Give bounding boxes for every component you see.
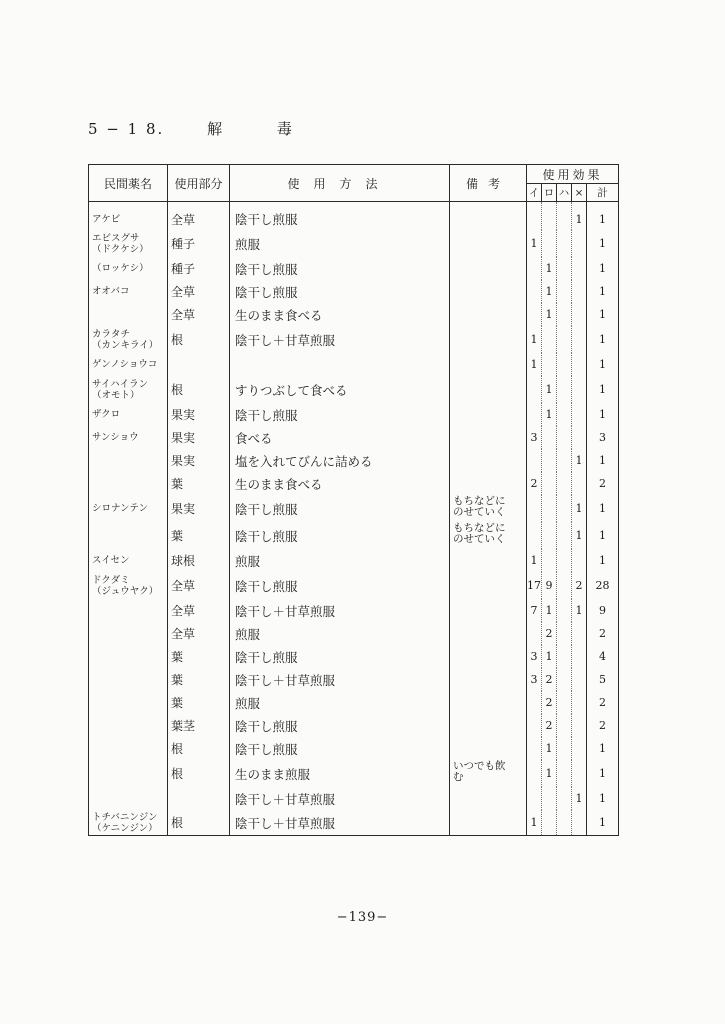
row-part: 全草 (168, 280, 230, 303)
row-effect-x (572, 760, 587, 787)
table-header (89, 165, 619, 202)
row-part: 種子 (168, 230, 230, 257)
table-row (89, 257, 619, 280)
row-effect-i: 1 (527, 549, 542, 572)
row-total: 1 (587, 760, 619, 787)
row-effect-i (527, 449, 542, 472)
section-title-char-1: 解 (207, 120, 225, 138)
row-effect-ro: 1 (542, 303, 557, 326)
header-effect-ha: ハ (557, 184, 572, 202)
row-effect-ha (557, 714, 572, 737)
row-effect-ro (542, 787, 557, 810)
row-effect-i: 1 (527, 810, 542, 836)
row-effect-x (572, 403, 587, 426)
row-total: 1 (587, 257, 619, 280)
row-effect-x: 1 (572, 202, 587, 231)
row-effect-x: 1 (572, 599, 587, 622)
row-effect-i: 7 (527, 599, 542, 622)
table-row (89, 353, 619, 376)
row-effect-i (527, 376, 542, 403)
row-name: スイセン (89, 549, 168, 572)
row-total: 1 (587, 303, 619, 326)
table-row (89, 737, 619, 760)
row-total: 2 (587, 472, 619, 495)
table-row (89, 714, 619, 737)
row-effect-x: 1 (572, 449, 587, 472)
row-name: アケビ (89, 202, 168, 231)
row-effect-x: 2 (572, 572, 587, 599)
row-name: サンショウ (89, 426, 168, 449)
header-method: 使用方法 (230, 165, 450, 202)
header-effect-group: 使用効果 (527, 165, 619, 184)
table-row (89, 691, 619, 714)
row-method: 陰干し煎服 (230, 737, 450, 760)
row-effect-i: 1 (527, 353, 542, 376)
table-row (89, 760, 619, 787)
row-total: 2 (587, 691, 619, 714)
row-total: 1 (587, 737, 619, 760)
row-effect-ro: 2 (542, 622, 557, 645)
row-effect-ro: 1 (542, 376, 557, 403)
header-note: 備考 (450, 165, 527, 202)
row-part: 根 (168, 737, 230, 760)
row-method: 陰干し＋甘草煎服 (230, 787, 450, 810)
row-effect-x (572, 622, 587, 645)
row-name (89, 303, 168, 326)
table-row (89, 376, 619, 403)
row-part: 全草 (168, 202, 230, 231)
row-effect-ha (557, 622, 572, 645)
row-effect-x: 1 (572, 787, 587, 810)
row-method: 陰干し＋甘草煎服 (230, 599, 450, 622)
row-effect-ha (557, 376, 572, 403)
row-total: 1 (587, 353, 619, 376)
row-total: 1 (587, 787, 619, 810)
table-row (89, 622, 619, 645)
row-effect-x (572, 326, 587, 353)
row-effect-ro (542, 472, 557, 495)
row-effect-ha (557, 599, 572, 622)
row-effect-i: 17 (527, 572, 542, 599)
row-effect-ha (557, 495, 572, 522)
row-name (89, 622, 168, 645)
row-effect-x (572, 376, 587, 403)
header-effect-i: イ (527, 184, 542, 202)
row-effect-ha (557, 326, 572, 353)
row-name: ドクダミ （ジュウヤク） (89, 572, 168, 599)
row-effect-x: 1 (572, 522, 587, 549)
row-total: 3 (587, 426, 619, 449)
row-effect-ha (557, 787, 572, 810)
row-part: 葉 (168, 691, 230, 714)
row-method: すりつぶして食べる (230, 376, 450, 403)
row-method: 煎服 (230, 549, 450, 572)
row-part: 葉 (168, 522, 230, 549)
row-note (450, 668, 527, 691)
row-total: 28 (587, 572, 619, 599)
row-effect-x (572, 353, 587, 376)
row-name (89, 760, 168, 787)
row-total: 1 (587, 810, 619, 836)
row-method: 食べる (230, 426, 450, 449)
row-note (450, 230, 527, 257)
row-note (450, 622, 527, 645)
row-effect-ha (557, 230, 572, 257)
row-method: 陰干し＋甘草煎服 (230, 668, 450, 691)
table-row (89, 426, 619, 449)
page-number: −139− (336, 910, 389, 925)
row-method: 陰干し煎服 (230, 495, 450, 522)
row-part: 種子 (168, 257, 230, 280)
row-total: 9 (587, 599, 619, 622)
row-note (450, 787, 527, 810)
row-effect-ha (557, 426, 572, 449)
row-effect-i (527, 280, 542, 303)
row-effect-ha (557, 737, 572, 760)
row-effect-ro (542, 449, 557, 472)
row-note (450, 714, 527, 737)
row-name: オオバコ (89, 280, 168, 303)
row-note (450, 449, 527, 472)
row-effect-i: 3 (527, 426, 542, 449)
row-name (89, 522, 168, 549)
row-part: 葉 (168, 668, 230, 691)
row-part: 全草 (168, 599, 230, 622)
row-name (89, 645, 168, 668)
row-name (89, 691, 168, 714)
row-name: ザクロ (89, 403, 168, 426)
row-part: 全草 (168, 572, 230, 599)
row-effect-ro: 1 (542, 403, 557, 426)
row-effect-x (572, 645, 587, 668)
row-effect-ro (542, 326, 557, 353)
row-method: 塩を入れてびんに詰める (230, 449, 450, 472)
row-effect-ro: 2 (542, 691, 557, 714)
header-total: 計 (587, 184, 619, 202)
row-effect-x (572, 691, 587, 714)
row-effect-x (572, 257, 587, 280)
row-note (450, 280, 527, 303)
row-effect-x (572, 714, 587, 737)
row-method: 煎服 (230, 691, 450, 714)
row-total: 2 (587, 622, 619, 645)
row-part: 果実 (168, 449, 230, 472)
row-note (450, 426, 527, 449)
row-part (168, 353, 230, 376)
header-part: 使用部分 (168, 165, 230, 202)
table-row (89, 403, 619, 426)
row-note: もちなどに のせていく (450, 495, 527, 522)
row-name: エビスグサ （ドクケシ） (89, 230, 168, 257)
row-part: 葉 (168, 645, 230, 668)
row-method: 生のまま煎服 (230, 760, 450, 787)
row-part: 果実 (168, 403, 230, 426)
row-part: 球根 (168, 549, 230, 572)
row-note (450, 202, 527, 231)
row-name (89, 449, 168, 472)
row-method: 陰干し煎服 (230, 280, 450, 303)
row-effect-ro (542, 549, 557, 572)
row-name: カラタチ （カンキライ） (89, 326, 168, 353)
row-effect-x (572, 668, 587, 691)
row-effect-ha (557, 668, 572, 691)
row-part: 葉茎 (168, 714, 230, 737)
row-note (450, 691, 527, 714)
row-name (89, 787, 168, 810)
row-name: （ロッケシ） (89, 257, 168, 280)
row-effect-i: 1 (527, 326, 542, 353)
row-effect-i (527, 257, 542, 280)
row-note (450, 303, 527, 326)
row-effect-ro: 1 (542, 737, 557, 760)
row-effect-i (527, 691, 542, 714)
row-effect-i: 3 (527, 668, 542, 691)
table-row (89, 787, 619, 810)
row-total: 1 (587, 495, 619, 522)
row-part: 根 (168, 810, 230, 836)
row-effect-x (572, 737, 587, 760)
row-part: 果実 (168, 495, 230, 522)
row-total: 1 (587, 376, 619, 403)
row-name (89, 472, 168, 495)
table-row (89, 280, 619, 303)
row-effect-ro (542, 202, 557, 231)
row-method: 陰干し煎服 (230, 403, 450, 426)
row-effect-ro: 1 (542, 645, 557, 668)
table-row (89, 303, 619, 326)
row-note (450, 645, 527, 668)
row-effect-ha (557, 691, 572, 714)
row-total: 1 (587, 326, 619, 353)
table-row (89, 326, 619, 353)
row-effect-ha (557, 810, 572, 836)
row-effect-i (527, 622, 542, 645)
row-method: 陰干し煎服 (230, 522, 450, 549)
row-name: ゲンノショウコ (89, 353, 168, 376)
row-effect-ro: 2 (542, 668, 557, 691)
table-row (89, 522, 619, 549)
row-method: 陰干し煎服 (230, 257, 450, 280)
row-effect-ha (557, 549, 572, 572)
row-method: 陰干し煎服 (230, 714, 450, 737)
row-note (450, 376, 527, 403)
table-row (89, 572, 619, 599)
row-effect-ro: 9 (542, 572, 557, 599)
header-name: 民間薬名 (89, 165, 168, 202)
row-method (230, 353, 450, 376)
row-part: 根 (168, 760, 230, 787)
row-total: 1 (587, 202, 619, 231)
row-effect-x (572, 426, 587, 449)
table-row (89, 549, 619, 572)
row-part: 果実 (168, 426, 230, 449)
table-row (89, 230, 619, 257)
row-effect-ha (557, 472, 572, 495)
row-note (450, 572, 527, 599)
row-total: 1 (587, 280, 619, 303)
row-effect-i (527, 787, 542, 810)
section-title-char-2: 毒 (276, 120, 294, 138)
row-effect-i (527, 495, 542, 522)
row-effect-x (572, 810, 587, 836)
row-effect-i: 3 (527, 645, 542, 668)
row-effect-ro: 1 (542, 280, 557, 303)
row-note (450, 353, 527, 376)
row-effect-i (527, 202, 542, 231)
row-effect-ro (542, 495, 557, 522)
table-row (89, 449, 619, 472)
table-row (89, 495, 619, 522)
row-note: もちなどに のせていく (450, 522, 527, 549)
row-effect-x (572, 549, 587, 572)
row-part: 根 (168, 326, 230, 353)
table-row (89, 810, 619, 836)
row-note (450, 737, 527, 760)
row-effect-ro: 1 (542, 599, 557, 622)
row-note (450, 326, 527, 353)
row-method: 陰干し＋甘草煎服 (230, 810, 450, 836)
row-effect-ro (542, 230, 557, 257)
row-effect-ro (542, 522, 557, 549)
row-name (89, 737, 168, 760)
row-effect-ro (542, 810, 557, 836)
row-total: 5 (587, 668, 619, 691)
table-row (89, 202, 619, 231)
row-total: 1 (587, 522, 619, 549)
row-method: 陰干し＋甘草煎服 (230, 326, 450, 353)
row-method: 生のまま食べる (230, 472, 450, 495)
row-effect-ro: 2 (542, 714, 557, 737)
row-method: 陰干し煎服 (230, 572, 450, 599)
header-effect-ro: ロ (542, 184, 557, 202)
row-effect-ha (557, 353, 572, 376)
row-total: 2 (587, 714, 619, 737)
row-name: サイハイラン （オモト） (89, 376, 168, 403)
table-row (89, 599, 619, 622)
row-effect-ro: 1 (542, 257, 557, 280)
remedy-table (88, 164, 619, 836)
row-note (450, 403, 527, 426)
row-total: 1 (587, 403, 619, 426)
row-effect-ha (557, 760, 572, 787)
row-effect-ro (542, 353, 557, 376)
row-effect-i: 1 (527, 230, 542, 257)
row-method: 陰干し煎服 (230, 202, 450, 231)
row-effect-i (527, 714, 542, 737)
row-effect-i (527, 737, 542, 760)
row-effect-x (572, 230, 587, 257)
row-name (89, 668, 168, 691)
row-effect-ha (557, 403, 572, 426)
row-effect-x (572, 303, 587, 326)
row-name: トチバニンジン （ケニンジン） (89, 810, 168, 836)
row-effect-x: 1 (572, 495, 587, 522)
row-note (450, 549, 527, 572)
row-effect-ha (557, 645, 572, 668)
row-name (89, 714, 168, 737)
row-name (89, 599, 168, 622)
row-effect-ha (557, 280, 572, 303)
table-row (89, 472, 619, 495)
row-effect-i (527, 760, 542, 787)
row-effect-i (527, 303, 542, 326)
row-note (450, 810, 527, 836)
section-number: 5 − 1 8. (88, 120, 165, 138)
table-body (89, 202, 619, 836)
row-effect-ha (557, 202, 572, 231)
row-total: 4 (587, 645, 619, 668)
row-effect-i (527, 403, 542, 426)
row-part: 根 (168, 376, 230, 403)
table-row (89, 645, 619, 668)
section-heading (88, 118, 294, 139)
row-effect-ha (557, 303, 572, 326)
row-note (450, 599, 527, 622)
row-method: 生のまま食べる (230, 303, 450, 326)
row-note (450, 472, 527, 495)
row-part: 全草 (168, 622, 230, 645)
row-total: 1 (587, 449, 619, 472)
row-effect-ro: 1 (542, 760, 557, 787)
row-part (168, 787, 230, 810)
row-method: 陰干し煎服 (230, 645, 450, 668)
header-effect-x: × (572, 184, 587, 202)
row-name: シロナンテン (89, 495, 168, 522)
row-part: 全草 (168, 303, 230, 326)
row-effect-ha (557, 449, 572, 472)
row-effect-x (572, 472, 587, 495)
row-effect-ha (557, 257, 572, 280)
row-method: 煎服 (230, 622, 450, 645)
row-note (450, 257, 527, 280)
row-effect-ro (542, 426, 557, 449)
table-row (89, 668, 619, 691)
row-effect-ha (557, 522, 572, 549)
row-effect-i (527, 522, 542, 549)
row-method: 煎服 (230, 230, 450, 257)
row-effect-x (572, 280, 587, 303)
row-total: 1 (587, 230, 619, 257)
row-part: 葉 (168, 472, 230, 495)
row-total: 1 (587, 549, 619, 572)
row-note: いつでも飲 む (450, 760, 527, 787)
row-effect-ha (557, 572, 572, 599)
row-effect-i: 2 (527, 472, 542, 495)
